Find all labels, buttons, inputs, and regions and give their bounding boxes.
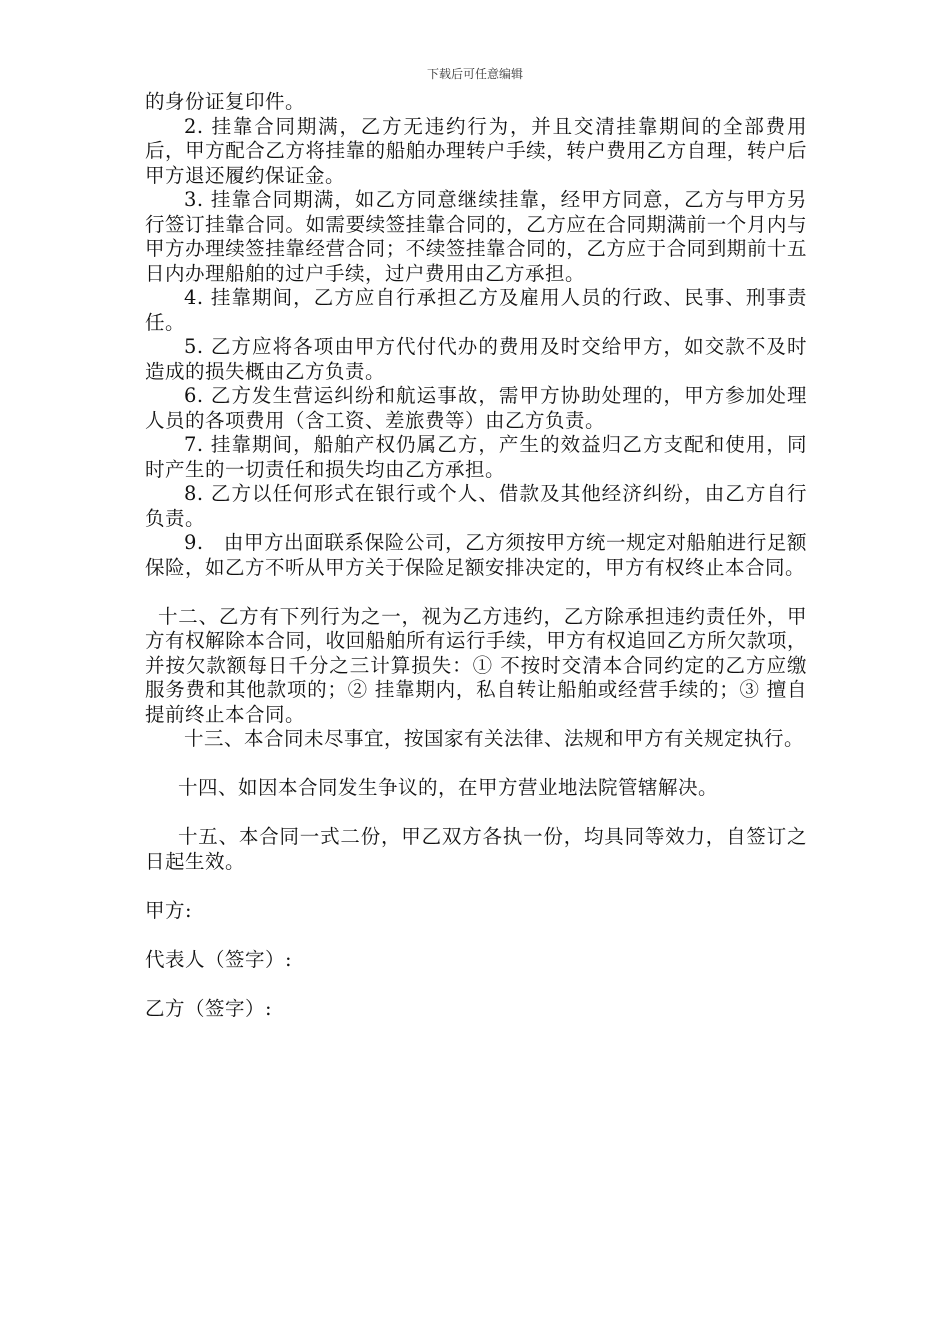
clause-2: 2. 挂靠合同期满，乙方无违约行为，并且交清挂靠期间的全部费用后，甲方配合乙方将挂靠的船舶办理转户手续，转户费用乙方自理，转户后甲方退还履约保证金。: [145, 114, 807, 187]
article-12: 十二、乙方有下列行为之一，视为乙方违约，乙方除承担违约责任外，甲方有权解除本合同，收回船舶所有运行手续，甲方有权追回乙方所欠款项，并按欠款额每日千分之三计算损失：① 不按时交清本合同约定的乙方应缴服务费和其他款项的；② 挂靠期内，私自转让船舶或经营手续的；③ 擅自提前终止本合同。: [145, 604, 807, 726]
page-header-note: 下载后可任意编辑: [426, 67, 523, 81]
clause-5: 5. 乙方应将各项由甲方代付代办的费用及时交给甲方，如交款不及时造成的损失概由乙方负责。: [145, 335, 807, 383]
article-13: 十三、本合同未尽事宜，按国家有关法律、法规和甲方有关规定执行。: [184, 727, 805, 750]
article-14: 十四、如因本合同发生争议的，在甲方营业地法院管辖解决。: [178, 776, 719, 799]
paragraph-id-copy: 的身份证复印件。: [145, 90, 306, 113]
signature-representative: 代表人（签字）:: [145, 947, 293, 971]
clause-9: 9. 由甲方出面联系保险公司，乙方须按甲方统一规定对船舶进行足额保险，如乙方不听从甲方关于保险足额安排决定的，甲方有权终止本合同。: [145, 531, 807, 579]
clause-8: 8. 乙方以任何形式在银行或个人、借款及其他经济纠纷，由乙方自行负责。: [145, 482, 807, 530]
clause-4: 4. 挂靠期间，乙方应自行承担乙方及雇用人员的行政、民事、刑事责任。: [145, 286, 807, 334]
contract-body: [145, 90, 807, 1021]
signature-party-b: 乙方（签字）:: [145, 996, 273, 1020]
signature-party-a: 甲方:: [145, 898, 193, 922]
clause-3: 3. 挂靠合同期满，如乙方同意继续挂靠，经甲方同意，乙方与甲方另行签订挂靠合同。如需要续签挂靠合同的，乙方应在合同期满前一个月内与甲方办理续签挂靠经营合同；不续签挂靠合同的，乙方应于合同到期前十五日内办理船舶的过户手续，过户费用由乙方承担。: [145, 188, 807, 285]
clause-7: 7. 挂靠期间，船舶产权仍属乙方，产生的效益归乙方支配和使用，同时产生的一切责任和损失均由乙方承担。: [145, 433, 807, 481]
article-15: 十五、本合同一式二份，甲乙双方各执一份，均具同等效力，自签订之日起生效。: [145, 825, 807, 873]
clause-6: 6. 乙方发生营运纠纷和航运事故，需甲方协助处理的，甲方参加处理人员的各项费用（含工资、差旅费等）由乙方负责。: [145, 384, 807, 432]
